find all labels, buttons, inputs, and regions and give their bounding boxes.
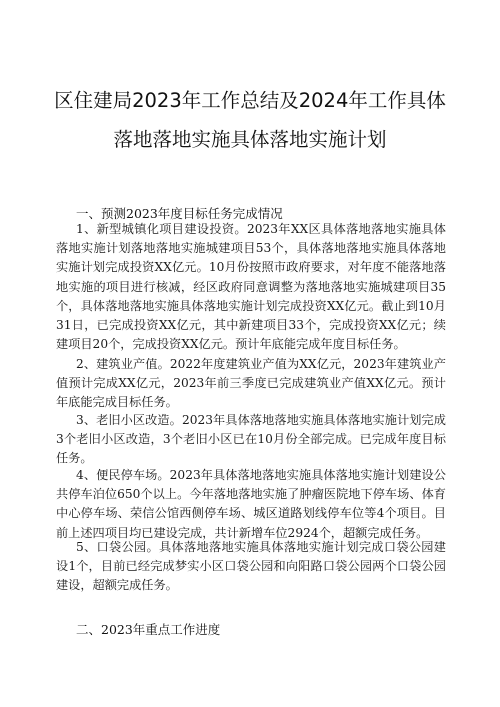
paragraph-old-community-renovation: 3、老旧小区改造。2023年具体落地落地实施具体落地实施计划完成3个老旧小区改造，3个老旧小区已在10月份全部完成。已完成年度目标任务。 bbox=[56, 413, 446, 466]
paragraph-investment: 1、新型城镇化项目建设投资。2023年XX区具体落地落地实施具体落地实施计划落地落地实施城建项目53个，具体落地落地实施具体落地实施计划完成投资XX亿元。10月份按照市政府要求，对年度不能落地落地实施的项目进行核减，经区政府同意调整为落地落地实施城建项目35个，具体落地落地实施具体落地实施计划完成投资XX亿元。截止到10月31日，已完成投资XX亿元，其中新建项目33个，完成投资XX亿元；续建项目20个，完成投资XX亿元。预计年底能完成年度目标任务。 bbox=[56, 222, 446, 352]
paragraph-pocket-parks: 5、口袋公园。具体落地落地实施具体落地实施计划完成口袋公园建设1个，目前已经完成梦实小区口袋公园和向阳路口袋公园两个口袋公园建设，超额完成任务。 bbox=[56, 540, 446, 593]
section-heading-1: 一、预测2023年度目标任务完成情况 bbox=[76, 206, 283, 221]
paragraph-parking-lots: 4、便民停车场。2023年具体落地落地实施具体落地实施计划建设公共停车泊位650个以上。今年落地落地实施了肿瘤医院地下停车场、体育中心停车场、荣信公馆西侧停车场、城区道路划线停车位等4个项目。目前上述四项目均已建设完成，共计新增车位2924个，超额完成任务。 bbox=[56, 468, 446, 540]
paragraph-construction-output: 2、建筑业产值。2022年度建筑业产值为XX亿元，2023年建筑业产值预计完成XX亿元，2023年前三季度已完成建筑业产值XX亿元。预计年底能完成目标任务。 bbox=[56, 357, 446, 410]
document-title-line-1: 区住建局2023年工作总结及2024年工作具体 bbox=[54, 89, 446, 112]
section-heading-2: 二、2023年重点工作进度 bbox=[76, 622, 221, 637]
document-title-line-2: 落地落地实施具体落地实施计划 bbox=[113, 128, 387, 151]
